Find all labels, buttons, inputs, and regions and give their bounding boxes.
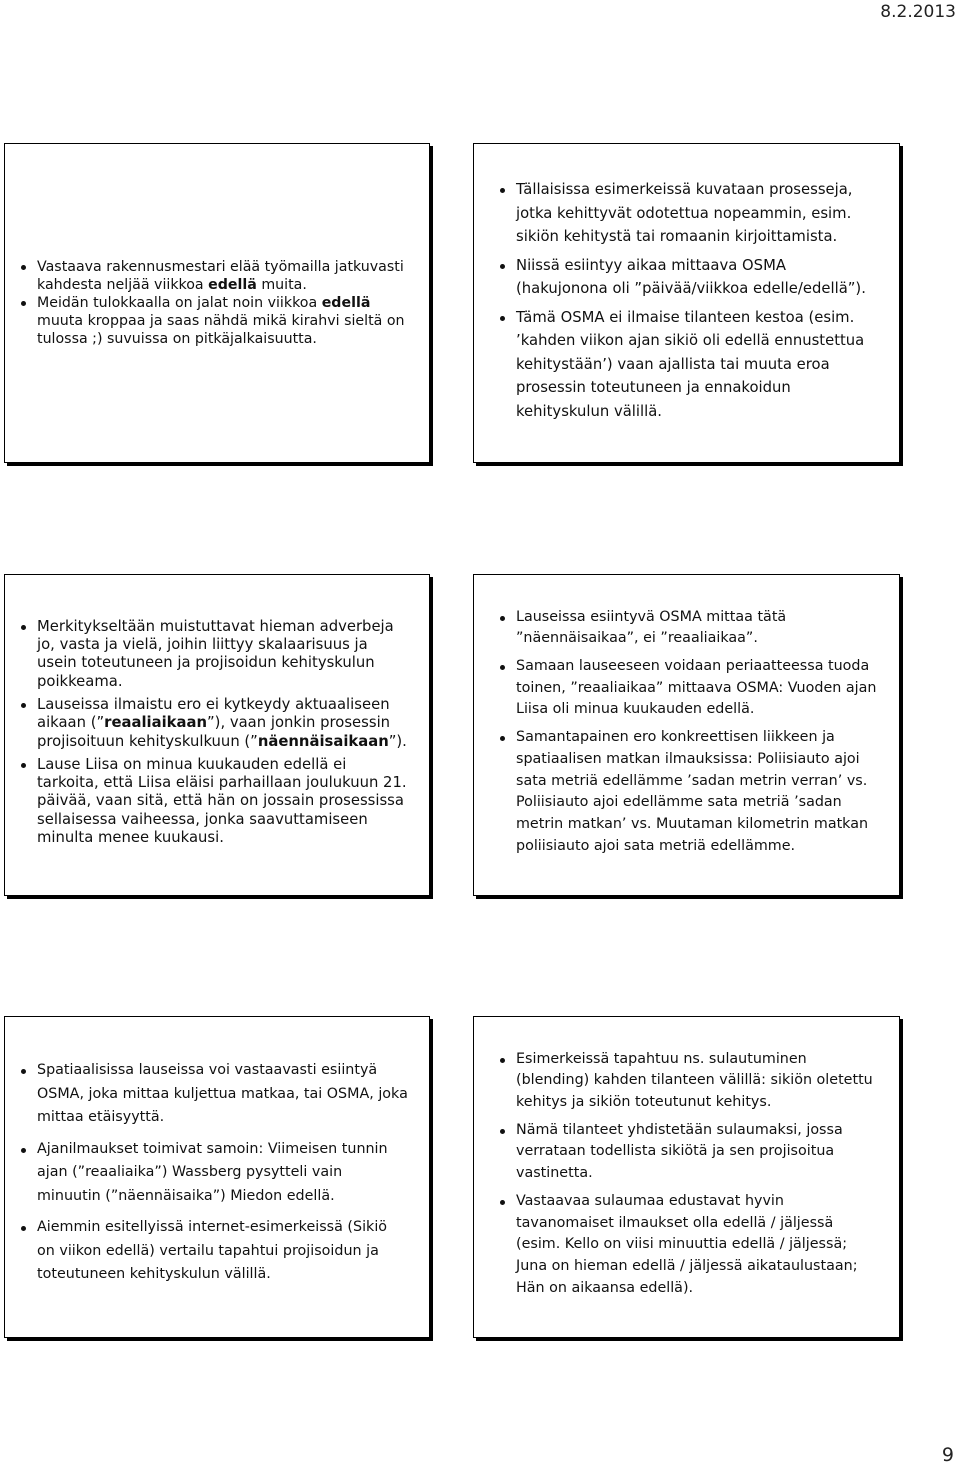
slide-5 [4,1016,430,1338]
emphasis: näennäisaikaan [257,732,389,750]
bullet-list [494,1049,881,1306]
bullet-item: Merkitykseltään muistuttavat hieman adverbeja jo, vasta ja vielä, joihin liittyy skalaarisuus ja usein toteutuneen ja projisoidun kehityskulun poikkeama. [15,618,409,691]
emphasis: reaaliaikaan [104,714,208,732]
bullet-item: Samaan lauseeseen voidaan periaatteessa tuoda toinen, ”reaaliaikaa” mittaava OSMA: Vuoden ajan Liisa oli minua kuukauden edellä. [494,656,881,721]
bullet-list [494,178,881,428]
slide-2 [473,143,900,463]
slide-6 [473,1016,900,1338]
bullet-item: Vastaavaa sulaumaa edustavat hyvin tavanomaiset ilmaukset olla edellä / jäljessä (esim. Kello on viisi minuuttia edellä / jäljessä; Juna on hieman edellä / jäljessä aikataulustaan; Hän on aikaansa edellä). [494,1191,881,1300]
slide-1 [4,143,430,463]
emphasis: edellä [208,277,257,293]
bullet-list [494,607,881,864]
bullet-item: Nämä tilanteet yhdistetään sulaumaksi, jossa verrataan todellista sikiötä ja sen projisoitua vastinetta. [494,1120,881,1185]
bullet-item: Spatiaalisissa lauseissa voi vastaavasti esiintyä OSMA, joka mittaa kuljettua matkaa, tai OSMA, joka mittaa etäisyyttä. [15,1059,409,1130]
bullet-item: Lauseissa esiintyvä OSMA mittaa tätä ”näennäisaikaa”, ei ”reaaliaikaa”. [494,607,881,650]
bullet-list [15,618,409,853]
slide-3 [4,574,430,896]
emphasis: edellä [321,295,371,311]
bullet-item: Samantapainen ero konkreettisen liikkeen ja spatiaalisen matkan ilmauksissa: Poliisiauto ajoi sata metriä edellämme ’sadan metrin verran’ vs. Poliisiauto ajoi edellämme sata metriä ’sadan metrin matkan’ vs. Muutaman kilometrin matkan poliisiauto ajoi sata metriä edellämme. [494,727,881,857]
header-date: 8.2.2013 [880,2,956,22]
bullet-item: Aiemmin esitellyissä internet-esimerkeissä (Sikiö on viikon edellä) vertailu tapahtui projisoidun ja toteutuneen kehityskulun välillä. [15,1216,409,1287]
bullet-item: Lause Liisa on minua kuukauden edellä ei tarkoita, että Liisa eläisi parhaillaan joulukuun 21. päivää, vaan sitä, että hän on jossain prosessissa sellaisessa vaiheessa, jonka saavuttamiseen minulta menee kuukausi. [15,756,409,847]
bullet-item: Lauseissa ilmaistu ero ei kytkeydy aktuaaliseen aikaan (”reaaliaikaan”), vaan jonkin prosessin projisoituun kehityskulkuun (”näennäisaikaan”). [15,696,409,751]
slide-4 [473,574,900,896]
bullet-item: Esimerkeissä tapahtuu ns. sulautuminen (blending) kahden tilanteen välillä: sikiön oletettu kehitys ja sikiön toteutunut kehitys. [494,1049,881,1114]
bullet-item: Ajanilmaukset toimivat samoin: Viimeisen tunnin ajan (”reaaliaika”) Wassberg pysytteli vain minuutin (”näennäisaika”) Miedon edellä. [15,1138,409,1209]
page-number: 9 [941,1444,954,1466]
bullet-item: Tällaisissa esimerkeissä kuvataan prosesseja, jotka kehittyvät odotettua nopeammin, esim. sikiön kehitystä tai romaanin kirjoittamista. [494,178,881,249]
bullet-item: Meidän tulokkaalla on jalat noin viikkoa edellä muuta kroppaa ja saas nähdä mikä kirahvi sieltä on tulossa ;) suvuissa on pitkäjalkaisuutta. [15,294,409,348]
bullet-list [15,258,409,348]
bullet-list [15,1059,409,1295]
bullet-item: Niissä esiintyy aikaa mittaava OSMA (hakujonona oli ”päivää/viikkoa edelle/edellä”). [494,254,881,301]
bullet-item: Vastaava rakennusmestari elää työmailla jatkuvasti kahdesta neljää viikkoa edellä muita. [15,258,409,294]
bullet-item: Tämä OSMA ei ilmaise tilanteen kestoa (esim. ’kahden viikon ajan sikiö oli edellä ennustettua kehitystään’) vaan ajallista tai muuta eroa prosessin toteutuneen ja ennakoidun kehityskulun välillä. [494,306,881,424]
